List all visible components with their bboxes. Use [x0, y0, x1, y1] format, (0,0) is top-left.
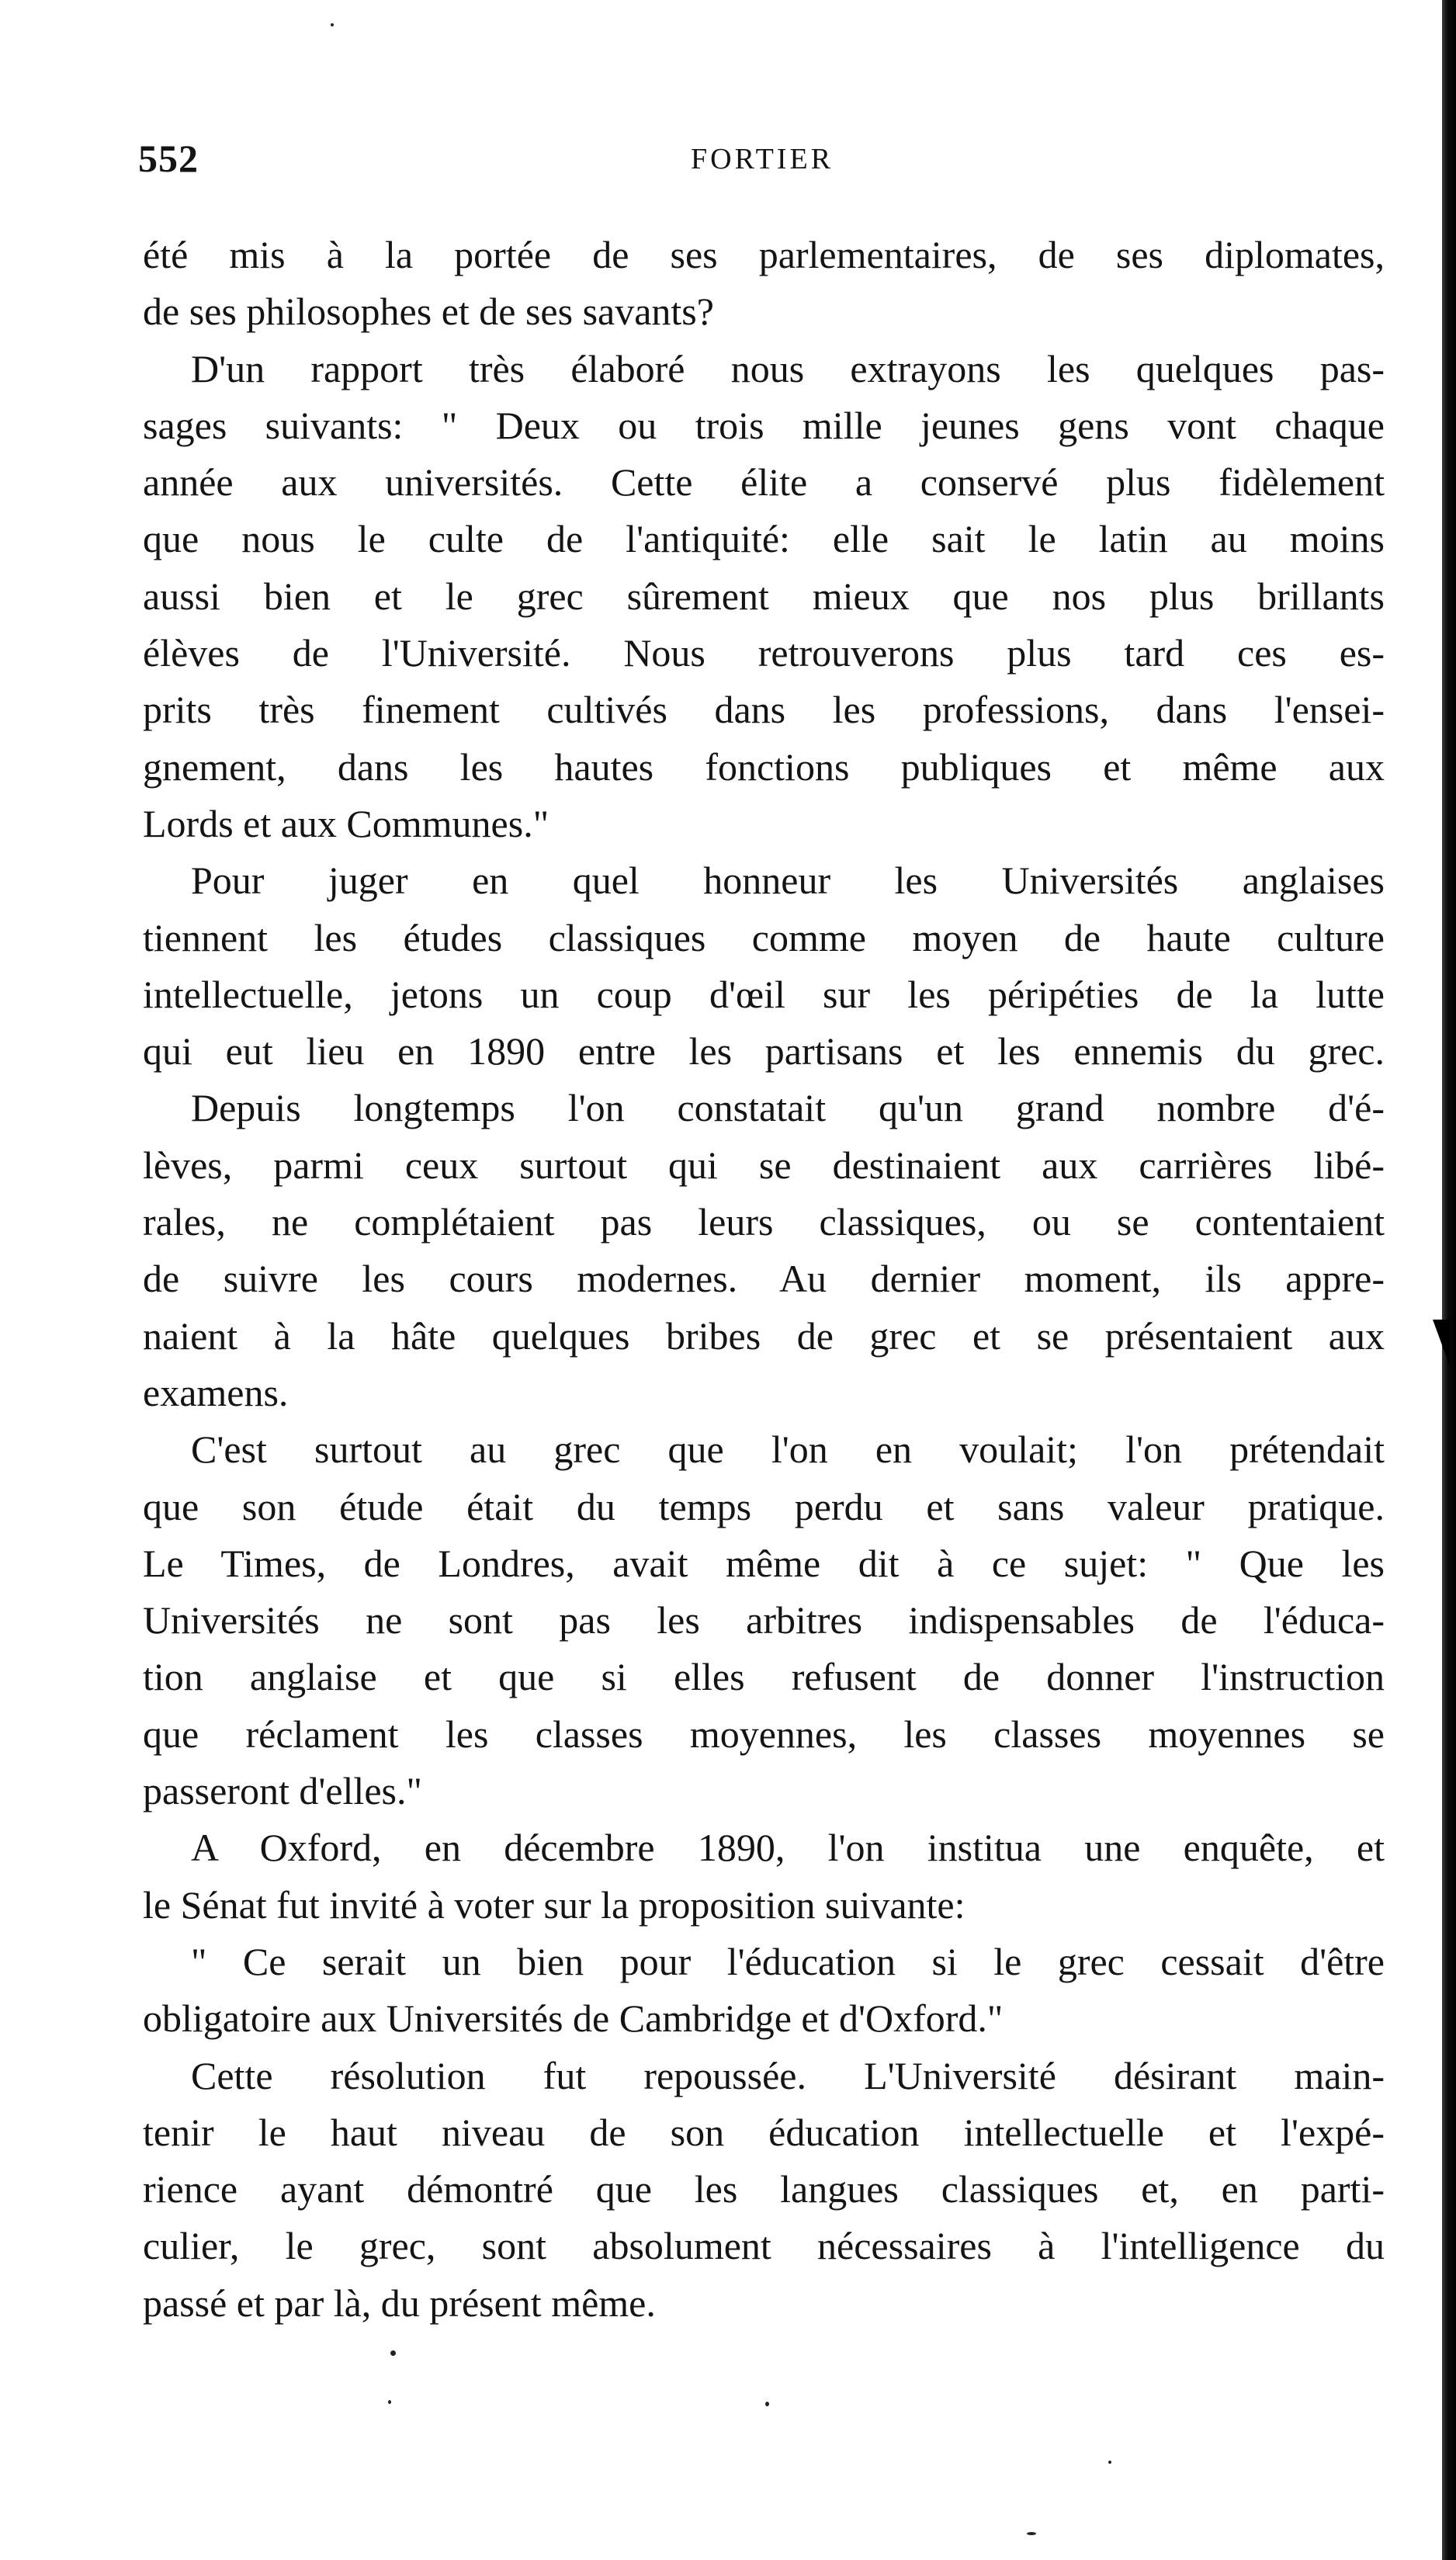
text-line: obligatoire aux Universités de Cambridge et d'Oxford." — [143, 1996, 1004, 2041]
body-text — [143, 227, 1385, 2332]
text-line: que son étude était du temps perdu et sans valeur pratique. — [143, 1484, 1385, 1528]
text-line: A Oxford, en décembre 1890, l'on institua une enquête, et — [191, 1826, 1385, 1870]
scan-speck — [1027, 2532, 1036, 2535]
text-line: le Sénat fut invité à voter sur la proposition suivante: — [143, 1882, 965, 1927]
text-line: passé et par là, du présent même. — [143, 2281, 656, 2325]
text-line: Le Times, de Londres, avait même dit à ce sujet: " Que les — [143, 1541, 1385, 1585]
text-line: rience ayant démontré que les langues classiques et, en parti- — [143, 2167, 1385, 2211]
scan-speck — [765, 2402, 769, 2406]
text-line: Depuis longtemps l'on constatait qu'un grand nombre d'é- — [191, 1086, 1385, 1130]
scan-speck — [388, 2400, 391, 2404]
text-line: intellectuelle, jetons un coup d'œil sur les péripéties de la lutte — [143, 972, 1385, 1016]
text-line: que nous le culte de l'antiquité: elle sait le latin au moins — [143, 517, 1385, 561]
page-number: 552 — [138, 137, 199, 180]
text-line: Cette résolution fut repoussée. L'Université désirant main- — [191, 2053, 1385, 2097]
page-header — [138, 136, 1380, 190]
text-line: été mis à la portée de ses parlementaires, de ses diplomates, — [143, 233, 1385, 276]
text-line: qui eut lieu en 1890 entre les partisans et les ennemis du grec. — [143, 1029, 1385, 1074]
text-line: " Ce serait un bien pour l'éducation si le grec cessait d'être — [191, 1939, 1385, 1983]
scan-speck — [331, 23, 334, 26]
text-line: de suivre les cours modernes. Au dernier moment, ils appre- — [143, 1257, 1385, 1301]
text-line: que réclament les classes moyennes, les classes moyennes se — [143, 1712, 1385, 1756]
scan-speck — [1108, 2461, 1111, 2464]
text-line: année aux universités. Cette élite a conservé plus fidèlement — [143, 460, 1385, 505]
text-line: lèves, parmi ceux surtout qui se destinaient aux carrières libé- — [143, 1143, 1385, 1187]
page-edge-shadow — [1442, 0, 1456, 2560]
text-line: gnement, dans les hautes fonctions publiques et même aux — [143, 744, 1385, 789]
text-line: passeront d'elles." — [143, 1769, 422, 1813]
text-line: de ses philosophes et de ses savants? — [143, 290, 714, 334]
text-line: aussi bien et le grec sûrement mieux que nos plus brillants — [143, 574, 1385, 618]
text-line: examens. — [143, 1370, 289, 1414]
running-title: FORTIER — [691, 143, 834, 175]
text-line: tiennent les études classiques comme moyen de haute culture — [143, 915, 1385, 959]
text-line: D'un rapport très élaboré nous extrayons les quelques pas- — [191, 346, 1385, 390]
text-line: Pour juger en quel honneur les Universités anglaises — [191, 859, 1385, 903]
text-line: rales, ne complétaient pas leurs classiques, ou se contentaient — [143, 1200, 1385, 1244]
text-line: Universités ne sont pas les arbitres indispensables de l'éduca- — [143, 1598, 1385, 1642]
text-line: élèves de l'Université. Nous retrouverons plus tard ces es- — [143, 631, 1385, 675]
text-line: Lords et aux Communes." — [143, 801, 549, 845]
text-line: C'est surtout au grec que l'on en voulait; l'on prétendait — [191, 1427, 1385, 1472]
text-line: sages suivants: " Deux ou trois mille jeunes gens vont chaque — [143, 403, 1385, 447]
text-line: prits très finement cultivés dans les professions, dans l'ensei- — [143, 688, 1385, 732]
text-line: naient à la hâte quelques bribes de grec et se présentaient aux — [143, 1313, 1385, 1358]
text-line: tion anglaise et que si elles refusent de donner l'instruction — [143, 1655, 1385, 1699]
text-line: tenir le haut niveau de son éducation intellectuelle et l'expé- — [143, 2110, 1385, 2154]
text-line: culier, le grec, sont absolument nécessaires à l'intelligence du — [143, 2224, 1385, 2268]
scan-speck — [390, 2350, 396, 2356]
